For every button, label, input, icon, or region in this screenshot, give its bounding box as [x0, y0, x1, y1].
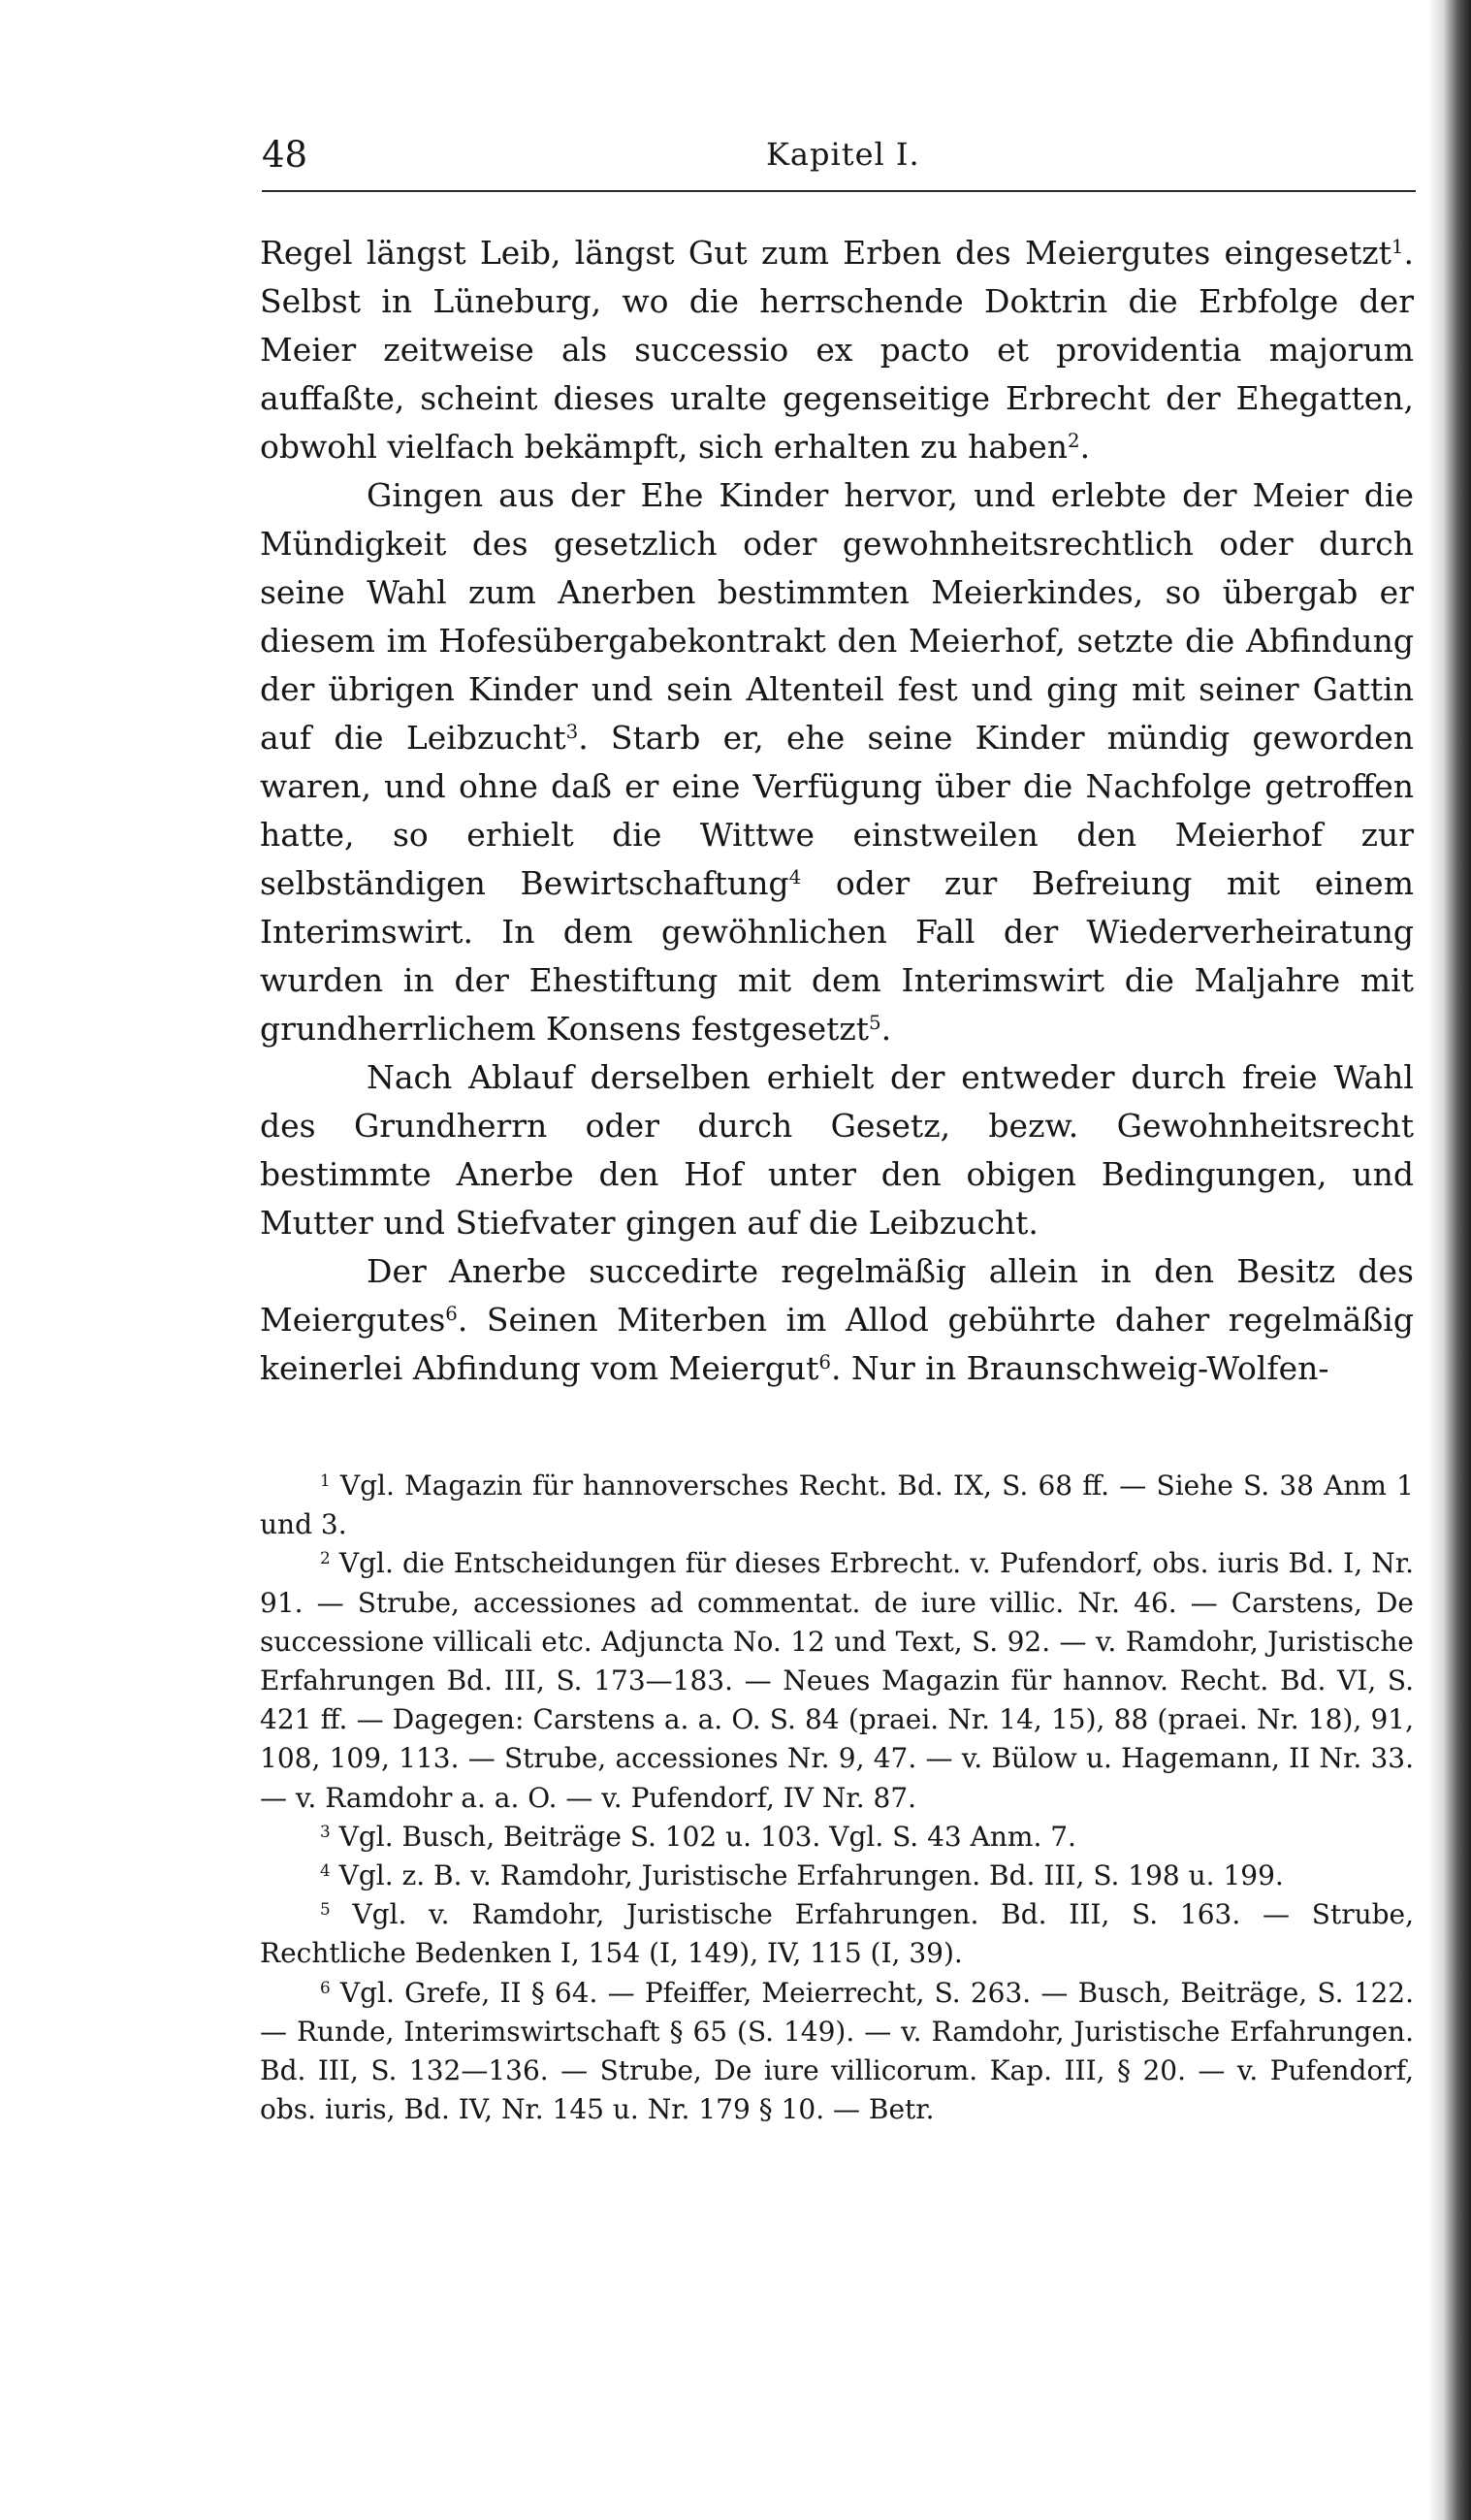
footnote-text: Vgl. die Entscheidungen für dieses Erbrecht. v. Pufendorf, obs. iuris Bd. I, Nr. 91. — Strube, accessiones ad commentat. de iure villic. Nr. 46. — Carstens, De successione villicali etc. Adjuncta No. 12 und Text, S. 92. — v. Ramdohr, Juristische Erfahrungen Bd. III, S. 173—183. — Neues Magazin für hannov. Recht. Bd. VI, S. 421 ff. — Dagegen: Carstens a. a. O. S. 84 (praei. Nr. 14, 15), 88 (praei. Nr. 18), 91, 108, 109, 113. — Strube, accessiones Nr. 9, 47. — v. Bülow u. Hagemann, II Nr. 33. — v. Ramdohr a. a. O. — v. Pufendorf, IV Nr. 87.: [260, 1547, 1414, 1814]
footnote-mark: 2: [320, 1548, 331, 1568]
header-rule: [262, 190, 1416, 192]
footnote-mark: 3: [320, 1821, 331, 1841]
text-run: . Seinen Miterben im Allod gebührte daher regelmäßig keinerlei Abfindung vom Meiergut: [260, 1301, 1414, 1387]
footnotes: [260, 1467, 1414, 2129]
footnote-mark: 5: [320, 1899, 331, 1919]
footnote-mark: 6: [320, 1977, 331, 1997]
footnote-text: Vgl. z. B. v. Ramdohr, Juristische Erfahrungen. Bd. III, S. 198 u. 199.: [338, 1859, 1284, 1892]
footnote-text: Vgl. Busch, Beiträge S. 102 u. 103. Vgl. S. 43 Anm. 7.: [338, 1820, 1076, 1853]
page-number: 48: [262, 134, 308, 176]
text-run: .: [880, 1010, 892, 1048]
paragraph: [260, 1053, 1414, 1247]
page-edge-shadow: [1428, 0, 1471, 2520]
text-run: Der Anerbe succedirte regelmäßig allein in den Besitz des Meiergutes: [260, 1252, 1414, 1339]
paragraph: [260, 1247, 1414, 1393]
text-run: . Nur in Braunschweig-Wolfen-: [830, 1349, 1329, 1387]
footnote: [260, 1818, 1414, 1857]
footnote: [260, 1974, 1414, 2130]
page-header: [262, 134, 1416, 182]
footnote: [260, 1895, 1414, 1973]
text-run: .: [1079, 428, 1091, 466]
text-run: Gingen aus der Ehe Kinder hervor, und erlebte der Meier die Mündigkeit des gesetzlich oder gewohnheitsrechtlich oder durch seine Wahl zum Anerben bestimmten Meierkindes, so übergab er diesem im Hofesübergabekontrakt den Meierhof, setzte die Abfindung der übrigen Kinder und sein Altenteil fest und ging mit seiner Gattin auf die Leibzucht: [260, 476, 1414, 757]
text-run: Nach Ablauf derselben erhielt der entweder durch freie Wahl des Grundherrn oder durch Gesetz, bezw. Gewohnheitsrecht bestimmte Anerbe den Hof unter den obigen Bedingungen, und Mutter und Stiefvater gingen auf die Leibzucht.: [260, 1058, 1414, 1242]
footnote-reference: 3: [565, 721, 579, 744]
text-run: . Starb er, ehe seine Kinder mündig geworden waren, und ohne daß er eine Verfügung über die Nachfolge getroffen hatte, so erhielt die Wittwe einstweilen den Meierhof zur selbständigen Bewirtschaftung: [260, 719, 1414, 902]
paragraph: [260, 229, 1414, 471]
footnote: [260, 1467, 1414, 1544]
running-head: Kapitel I.: [766, 136, 920, 173]
text-run: . Selbst in Lüneburg, wo die herrschende Doktrin die Erbfolge der Meier zeitweise als successio ex pacto et providentia majorum auffaßte, scheint dieses uralte gegenseitige Erbrecht der Ehegatten, obwohl vielfach bekämpft, sich erhalten zu haben: [260, 234, 1414, 466]
footnote: [260, 1857, 1414, 1895]
paragraph: [260, 471, 1414, 1053]
footnote-text: Vgl. Magazin für hannoversches Recht. Bd. IX, S. 68 ff. — Siehe S. 38 Anm 1 und 3.: [260, 1470, 1414, 1541]
footnote-reference: 2: [1068, 430, 1080, 453]
footnote-text: Vgl. Grefe, II § 64. — Pfeiffer, Meierrecht, S. 263. — Busch, Beiträge, S. 122. — Runde, Interimswirtschaft § 65 (S. 149). — v. Ramdohr, Juristische Erfahrungen. Bd. III, S. 132—136. — Strube, De iure villicorum. Kap. III, § 20. — v. Pufendorf, obs. iuris, Bd. IV, Nr. 145 u. Nr. 179 § 10. — Betr.: [260, 1976, 1415, 2126]
footnote-reference: 1: [1391, 236, 1404, 259]
footnote-mark: 4: [320, 1859, 331, 1880]
footnote-text: Vgl. v. Ramdohr, Juristische Erfahrungen. Bd. III, S. 163. — Strube, Rechtliche Bedenken I, 154 (I, 149), IV, 115 (I, 39).: [260, 1898, 1415, 1970]
text-run: Regel längst Leib, längst Gut zum Erben des Meiergutes eingesetzt: [260, 234, 1391, 272]
footnote-reference: 6: [445, 1303, 458, 1326]
footnote-mark: 1: [320, 1470, 331, 1490]
footnote-reference: 4: [788, 866, 802, 889]
footnote-reference: 5: [869, 1012, 881, 1035]
footnote: [260, 1544, 1414, 1817]
text-run: oder zur Befreiung mit einem Interimswirt. In dem gewöhnlichen Fall der Wiederverheiratung wurden in der Ehestiftung mit dem Interimswirt die Maljahre mit grundherrlichem Konsens festgesetzt: [260, 864, 1414, 1048]
footnote-reference: 6: [818, 1351, 831, 1374]
body-text: [260, 229, 1414, 1393]
